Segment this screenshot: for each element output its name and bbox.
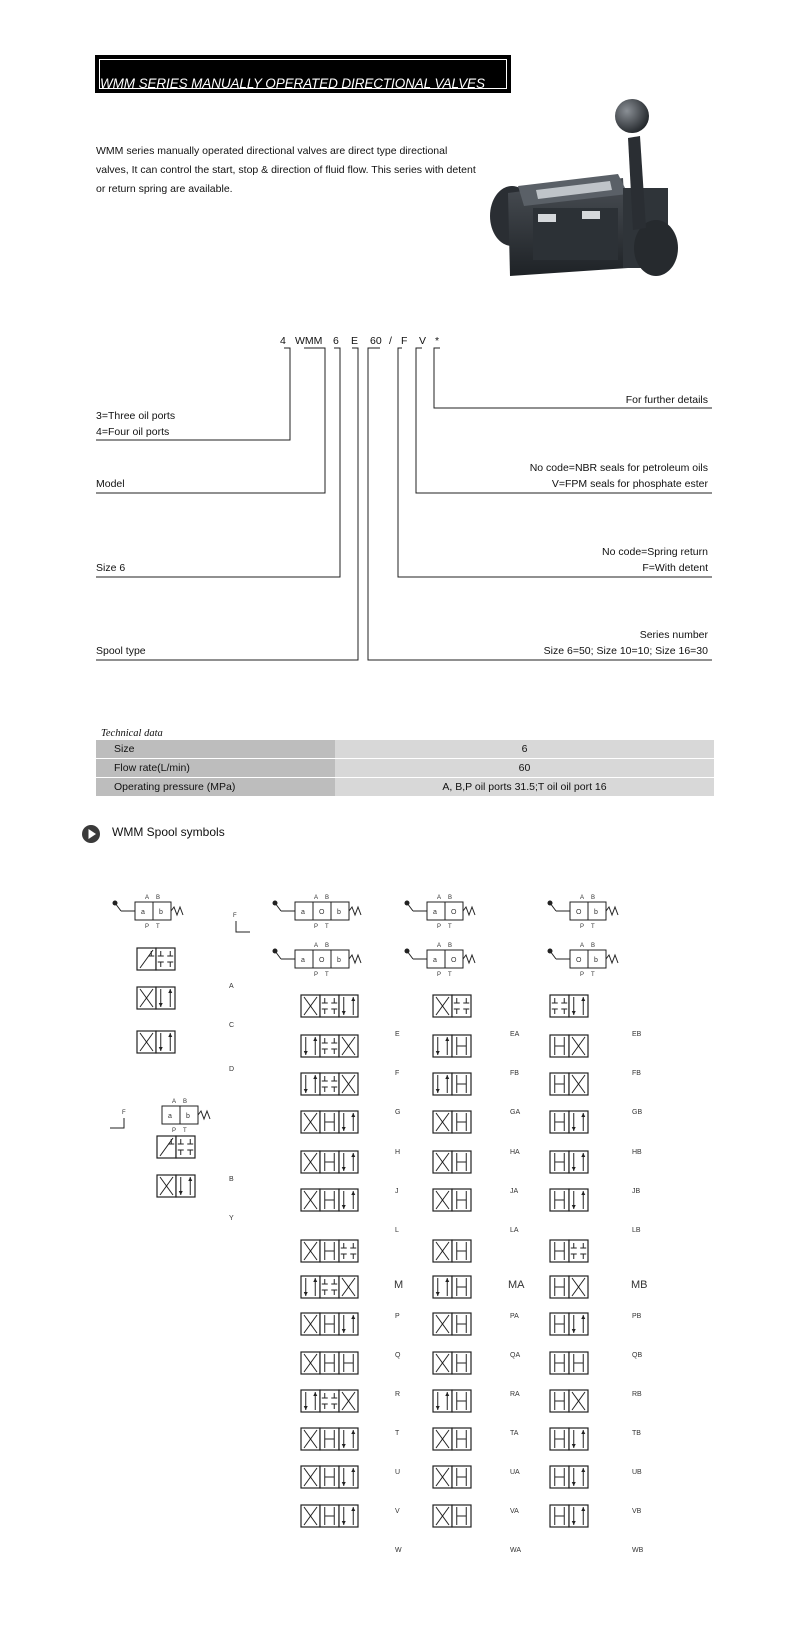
spool-symbol-b <box>157 1136 195 1158</box>
table-key: Flow rate(L/min) <box>96 759 335 778</box>
spool-symbol-d <box>137 1031 175 1053</box>
spool-symbol-col3 <box>550 1035 588 1057</box>
spool-symbol-col1 <box>301 1035 358 1057</box>
position-letter: a <box>301 909 305 916</box>
spool-label-col3: HB <box>632 1149 642 1156</box>
table-row <box>96 778 714 797</box>
spool-label-col1: E <box>395 1031 400 1038</box>
label-series-number: Series number <box>639 629 708 641</box>
spool-symbol-col2 <box>433 1189 471 1211</box>
spool-symbol-col2 <box>433 1151 471 1173</box>
spool-symbol-col2 <box>433 995 471 1017</box>
spool-symbol-col2 <box>433 1035 471 1057</box>
spool-label-col1: G <box>395 1109 401 1116</box>
spool-label-col3: UB <box>632 1469 642 1476</box>
table-value: 6 <box>335 740 714 759</box>
code-part-seal: V <box>419 335 427 347</box>
port-letter: B <box>591 895 596 901</box>
spool-symbol-col2 <box>433 1428 471 1450</box>
port-letter: T <box>156 924 160 930</box>
actuated-symbol-header-col3 <box>548 895 619 930</box>
spool-symbol-col1 <box>301 1073 358 1095</box>
label-series-sizes: Size 6=50; Size 10=10; Size 16=30 <box>543 645 708 657</box>
port-letter: T <box>325 972 329 978</box>
spool-label-col1: F <box>395 1070 400 1077</box>
spool-symbol-a <box>137 948 175 970</box>
table-value: 60 <box>335 759 714 778</box>
code-part-size: 6 <box>333 335 339 347</box>
detent-symbol <box>236 921 250 932</box>
spool-label-col1: J <box>395 1188 399 1195</box>
spool-label-left: D <box>229 1066 235 1073</box>
spool-symbol-col2 <box>433 1390 471 1412</box>
spool-label-col3: GB <box>632 1109 643 1116</box>
spool-label-col1: U <box>395 1469 401 1476</box>
spool-symbol-col3 <box>550 1428 588 1450</box>
spool-label-col1: L <box>395 1227 399 1234</box>
table-row <box>96 740 714 759</box>
label-seal-fpm: V=FPM seals for phosphate ester <box>551 478 708 490</box>
spool-label-col1: R <box>395 1391 401 1398</box>
port-letter: P <box>580 924 585 930</box>
spool-symbol-col1 <box>301 1151 358 1173</box>
technical-data-caption: Technical data <box>101 728 163 739</box>
actuated-symbol-header-col1 <box>273 895 362 930</box>
technical-data-table <box>96 740 714 797</box>
label-size: Size 6 <box>96 562 126 574</box>
port-letter: P <box>314 972 319 978</box>
spool-symbol-col2 <box>433 1111 471 1133</box>
spool-label-col2: JA <box>510 1188 519 1195</box>
spool-label-col2: VA <box>510 1508 519 1515</box>
position-letter: b <box>594 909 598 916</box>
position-letter: b <box>337 909 341 916</box>
position-letter: b <box>159 909 163 916</box>
position-letter: a <box>433 909 437 916</box>
detent-symbol <box>110 1118 124 1128</box>
port-letter: A <box>145 895 150 901</box>
spool-symbols-diagram <box>0 880 801 1580</box>
label-model: Model <box>96 478 125 490</box>
spool-label-col2: GA <box>510 1109 521 1116</box>
spool-symbol-col3 <box>550 1390 588 1412</box>
detent-letter: F <box>122 1110 126 1116</box>
table-key: Size <box>96 740 335 759</box>
spool-symbol-col1 <box>301 1390 358 1412</box>
port-letter: P <box>437 924 442 930</box>
spool-symbol-col2 <box>433 1352 471 1374</box>
spool-label-col3: WB <box>632 1547 644 1554</box>
spool-symbol-col3 <box>550 995 588 1017</box>
port-letter: T <box>591 924 595 930</box>
spool-symbol-col1 <box>301 1276 358 1298</box>
spool-symbol-col1 <box>301 1428 358 1450</box>
spool-label-col2: RA <box>510 1391 520 1398</box>
port-letter: P <box>314 924 319 930</box>
port-letter: A <box>437 895 442 901</box>
spool-symbol-col1 <box>301 1313 358 1335</box>
code-part-further: * <box>435 335 440 347</box>
port-letter: B <box>591 943 596 949</box>
port-letter: A <box>314 895 319 901</box>
spool-label-col3: VB <box>632 1508 642 1515</box>
position-letter: a <box>168 1113 172 1120</box>
play-arrow-icon <box>81 824 101 844</box>
port-letter: A <box>580 895 585 901</box>
port-letter: T <box>591 972 595 978</box>
spool-label-col2: EA <box>510 1031 520 1038</box>
spool-symbol-col3 <box>550 1352 588 1374</box>
port-letter: B <box>325 943 330 949</box>
label-ports-four: 4=Four oil ports <box>96 426 170 438</box>
position-letter: O <box>319 957 325 964</box>
position-letter: O <box>451 909 457 916</box>
spool-symbol-col1 <box>301 1189 358 1211</box>
position-letter: b <box>337 957 341 964</box>
spool-symbol-col3 <box>550 1073 588 1095</box>
page-title: WMM SERIES MANUALLY OPERATED DIRECTIONAL VALVES <box>100 76 485 91</box>
spool-label-col1: V <box>395 1508 400 1515</box>
spool-label-col1: P <box>395 1313 400 1320</box>
port-letter: P <box>145 924 150 930</box>
spool-symbol-col3 <box>550 1466 588 1488</box>
port-letter: T <box>325 924 329 930</box>
spool-label-col3: EB <box>632 1031 642 1038</box>
detent-letter: F <box>233 913 237 919</box>
intro-text: WMM series manually operated directional valves are direct type directional valves, It can control the start, stop & direction of fluid flow. This series with detent or return spring are available. <box>96 145 476 195</box>
spool-label-col2: FB <box>510 1070 519 1077</box>
spool-label-col2: MA <box>508 1279 525 1291</box>
port-letter: B <box>448 895 453 901</box>
spool-label-col1: H <box>395 1149 401 1156</box>
position-letter: O <box>451 957 457 964</box>
port-letter: B <box>325 895 330 901</box>
label-ports-three: 3=Three oil ports <box>96 410 176 422</box>
actuated-symbol-header-left <box>113 895 184 930</box>
spool-label-col3: QB <box>632 1352 643 1359</box>
spool-label-col3: RB <box>632 1391 642 1398</box>
label-further-details: For further details <box>625 394 708 406</box>
spool-label-col2: WA <box>510 1547 522 1554</box>
spool-symbol-col2 <box>433 1313 471 1335</box>
actuated-symbol-detent-col2 <box>405 943 476 978</box>
port-letter: T <box>183 1128 187 1134</box>
table-row <box>96 759 714 778</box>
spool-symbol-col3 <box>550 1189 588 1211</box>
port-letter: P <box>437 972 442 978</box>
port-letter: A <box>314 943 319 949</box>
spool-symbols-title: WMM Spool symbols <box>112 825 225 839</box>
actuated-symbol-detent-col3 <box>548 943 619 978</box>
spool-label-col1: M <box>394 1279 404 1291</box>
spool-symbol-col1 <box>301 1111 358 1133</box>
spool-symbol-col1 <box>301 1505 358 1527</box>
port-letter: B <box>183 1099 188 1105</box>
label-spring-return: No code=Spring return <box>602 546 708 558</box>
position-letter: a <box>301 957 305 964</box>
spool-symbol-col1 <box>301 1352 358 1374</box>
label-with-detent: F=With detent <box>642 562 708 574</box>
spool-symbol-col2 <box>433 1466 471 1488</box>
table-value: A, B,P oil ports 31.5;T oil oil port 16 <box>335 778 714 797</box>
spool-label-col2: LA <box>510 1227 519 1234</box>
port-letter: T <box>448 972 452 978</box>
position-letter: O <box>576 909 582 916</box>
code-part-series: 60 <box>370 335 382 347</box>
spool-label-col2: UA <box>510 1469 520 1476</box>
spool-symbol-col2 <box>433 1073 471 1095</box>
port-letter: A <box>172 1099 177 1105</box>
spool-label-left: Y <box>229 1215 234 1222</box>
ordering-connector-lines <box>0 0 801 680</box>
spool-label-col3: JB <box>632 1188 641 1195</box>
position-letter: O <box>319 909 325 916</box>
port-letter: T <box>448 924 452 930</box>
spool-symbol-col3 <box>550 1505 588 1527</box>
position-letter: a <box>433 957 437 964</box>
spool-label-col1: Q <box>395 1352 401 1359</box>
position-letter: b <box>186 1113 190 1120</box>
code-part-slash: / <box>389 335 392 347</box>
label-spool-type: Spool type <box>96 645 146 657</box>
port-letter: A <box>437 943 442 949</box>
code-part-model: WMM <box>295 335 323 347</box>
spool-symbol-col3 <box>550 1240 588 1262</box>
spool-symbol-y <box>157 1175 195 1197</box>
table-key: Operating pressure (MPa) <box>96 778 335 797</box>
spool-label-col1: W <box>395 1547 402 1554</box>
port-letter: A <box>580 943 585 949</box>
spool-symbol-col2 <box>433 1505 471 1527</box>
position-letter: b <box>594 957 598 964</box>
spool-label-col2: QA <box>510 1352 521 1359</box>
spool-label-col3: LB <box>632 1227 641 1234</box>
port-letter: B <box>156 895 161 901</box>
spool-symbol-col3 <box>550 1276 588 1298</box>
label-seal-nbr: No code=NBR seals for petroleum oils <box>529 462 708 474</box>
code-part-detent: F <box>401 335 408 347</box>
port-letter: B <box>448 943 453 949</box>
spool-symbol-col3 <box>550 1111 588 1133</box>
spool-label-col2: PA <box>510 1313 519 1320</box>
code-part-ports: 4 <box>280 335 286 347</box>
position-letter: a <box>141 909 145 916</box>
spool-symbol-col1 <box>301 1240 358 1262</box>
spool-symbol-c <box>137 987 175 1009</box>
spool-symbol-col3 <box>550 1313 588 1335</box>
spool-label-left: C <box>229 1022 235 1029</box>
spool-label-col3: PB <box>632 1313 642 1320</box>
position-letter: O <box>576 957 582 964</box>
actuated-symbol-detent-col1 <box>273 943 362 978</box>
spool-label-left: A <box>229 983 234 990</box>
spool-label-col3: FB <box>632 1070 641 1077</box>
spool-label-col3: TB <box>632 1430 641 1437</box>
spool-symbol-col3 <box>550 1151 588 1173</box>
actuated-symbol-b-series <box>162 1099 210 1134</box>
port-letter: P <box>172 1128 177 1134</box>
spool-symbol-col2 <box>433 1276 471 1298</box>
spool-symbol-col2 <box>433 1240 471 1262</box>
spool-symbol-col1 <box>301 995 358 1017</box>
code-part-spool: E <box>351 335 359 347</box>
spool-label-left: B <box>229 1176 234 1183</box>
spool-symbol-col1 <box>301 1466 358 1488</box>
port-letter: P <box>580 972 585 978</box>
spool-label-col3: MB <box>631 1279 648 1291</box>
spool-label-col2: TA <box>510 1430 519 1437</box>
actuated-symbol-header-col2 <box>405 895 476 930</box>
spool-label-col2: HA <box>510 1149 520 1156</box>
spool-label-col1: T <box>395 1430 400 1437</box>
